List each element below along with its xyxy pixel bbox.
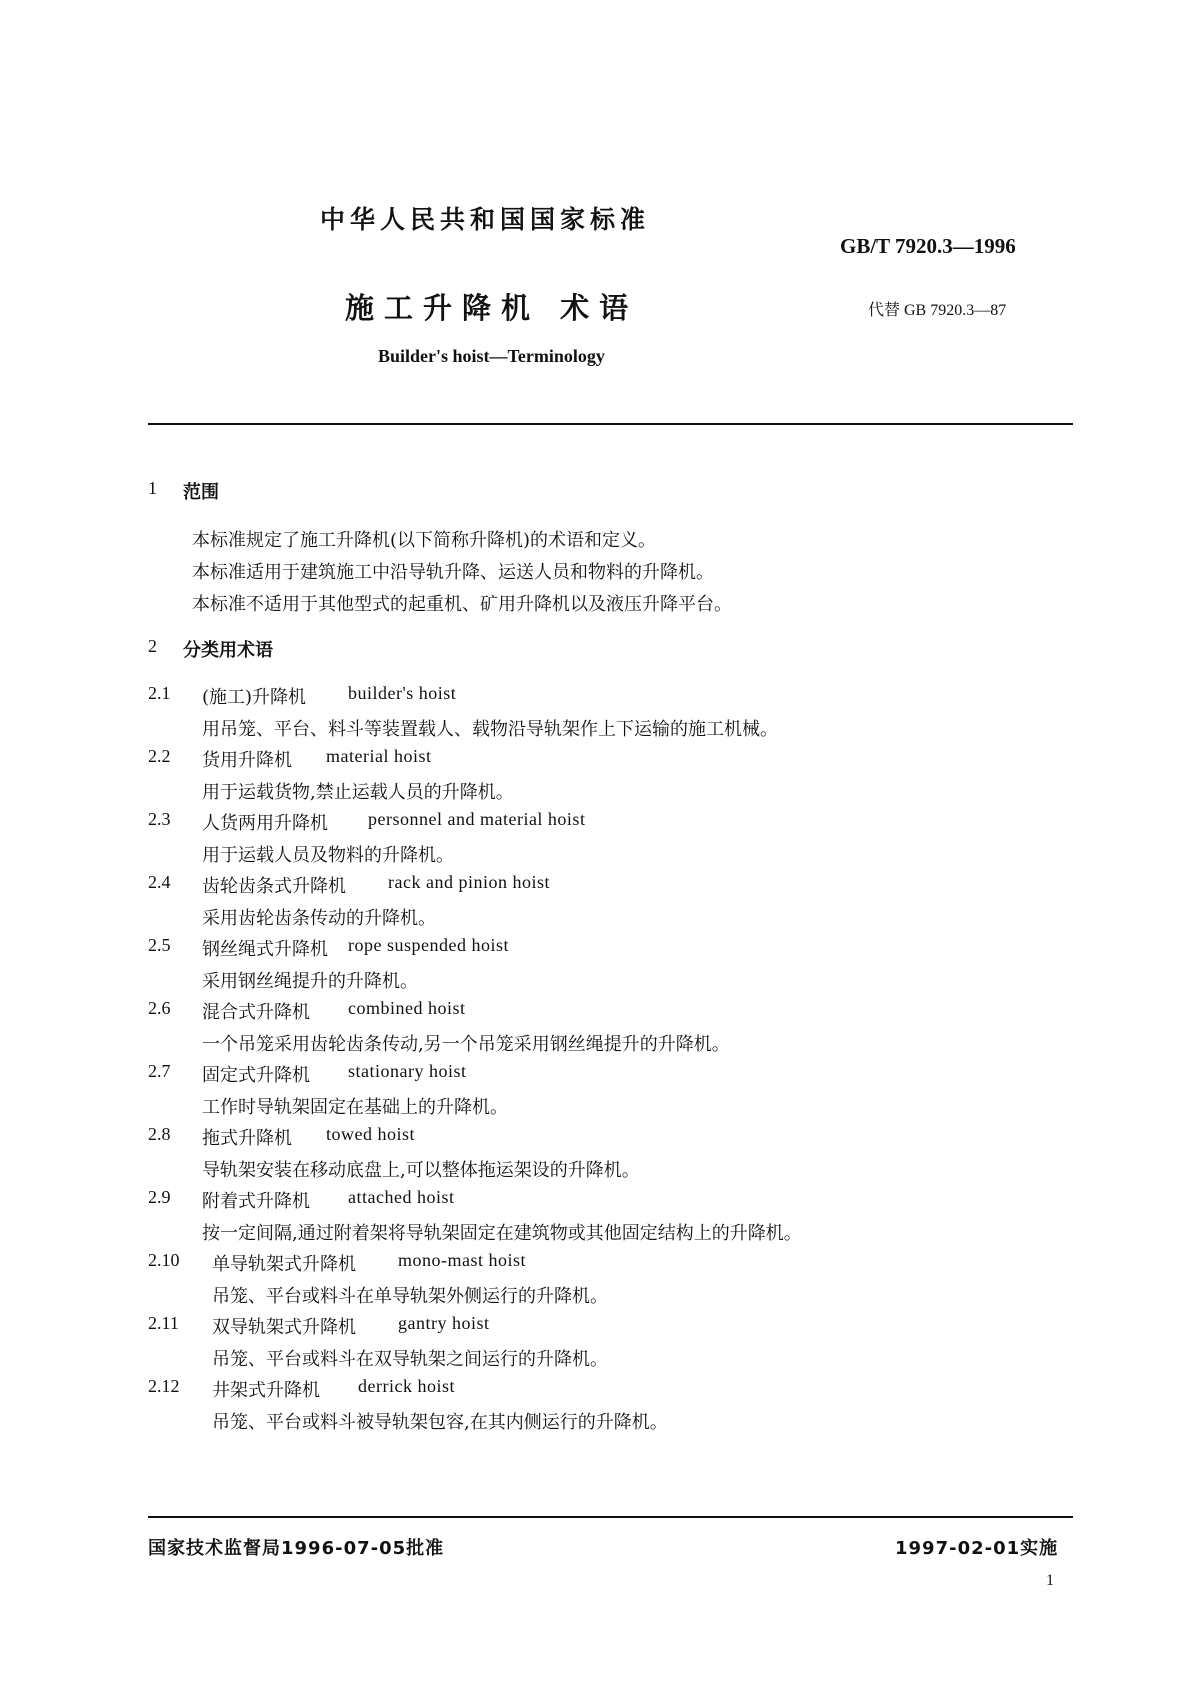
page-number: 1 <box>1046 1572 1054 1589</box>
term-definition: 用吊笼、平台、料斗等装置载人、载物沿导轨架作上下运输的施工机械。 <box>202 719 778 740</box>
replaces-standard: 代替 GB 7920.3—87 <box>868 302 1007 319</box>
term-chinese: 井架式升降机 <box>212 1380 320 1401</box>
term-definition: 吊笼、平台或料斗在单导轨架外侧运行的升降机。 <box>212 1286 608 1307</box>
term-number: 2.7 <box>148 1061 171 1081</box>
term-english: rack and pinion hoist <box>388 872 550 892</box>
term-english: towed hoist <box>326 1124 415 1144</box>
term-number: 2.1 <box>148 683 171 703</box>
term-number: 2.6 <box>148 998 171 1018</box>
scope-paragraph: 本标准适用于建筑施工中沿导轨升降、运送人员和物料的升降机。 <box>192 562 714 583</box>
term-number: 2.12 <box>148 1376 180 1396</box>
term-english: material hoist <box>326 746 432 766</box>
term-definition: 导轨架安装在移动底盘上,可以整体拖运架设的升降机。 <box>202 1160 640 1181</box>
term-definition: 用于运载人员及物料的升降机。 <box>202 845 454 866</box>
footer-divider <box>148 1516 1073 1518</box>
term-english: builder's hoist <box>348 683 457 703</box>
national-standard-heading: 中华人民共和国国家标准 <box>320 205 651 234</box>
approval-date: 国家技术监督局1996-07-05批准 <box>148 1538 445 1559</box>
term-chinese: 双导轨架式升降机 <box>212 1317 356 1338</box>
scope-paragraph: 本标准不适用于其他型式的起重机、矿用升降机以及液压升降平台。 <box>192 594 732 615</box>
term-english: combined hoist <box>348 998 466 1018</box>
term-definition: 吊笼、平台或料斗在双导轨架之间运行的升降机。 <box>212 1349 608 1370</box>
term-number: 2.9 <box>148 1187 171 1207</box>
standard-number: GB/T 7920.3—1996 <box>840 234 1016 258</box>
scope-paragraph: 本标准规定了施工升降机(以下简称升降机)的术语和定义。 <box>192 530 657 551</box>
term-english: personnel and material hoist <box>368 809 586 829</box>
term-english: mono-mast hoist <box>398 1250 526 1270</box>
term-english: stationary hoist <box>348 1061 467 1081</box>
term-chinese: 货用升降机 <box>202 750 292 771</box>
term-chinese: 钢丝绳式升降机 <box>202 939 328 960</box>
term-english: derrick hoist <box>358 1376 455 1396</box>
section-number: 2 <box>148 636 157 656</box>
section-number: 1 <box>148 478 157 498</box>
term-number: 2.5 <box>148 935 171 955</box>
term-chinese: 固定式升降机 <box>202 1065 310 1086</box>
effective-date: 1997-02-01实施 <box>895 1538 1059 1559</box>
term-chinese: 人货两用升降机 <box>202 813 328 834</box>
term-number: 2.10 <box>148 1250 180 1270</box>
term-chinese: (施工)升降机 <box>202 687 307 708</box>
document-title-en: Builder's hoist—Terminology <box>378 346 605 366</box>
term-definition: 用于运载货物,禁止运载人员的升降机。 <box>202 782 514 803</box>
term-chinese: 齿轮齿条式升降机 <box>202 876 346 897</box>
term-english: gantry hoist <box>398 1313 490 1333</box>
document-title-cn: 施工升降机 术语 <box>345 291 639 325</box>
term-english: attached hoist <box>348 1187 455 1207</box>
term-number: 2.3 <box>148 809 171 829</box>
term-chinese: 拖式升降机 <box>202 1128 292 1149</box>
term-definition: 吊笼、平台或料斗被导轨架包容,在其内侧运行的升降机。 <box>212 1412 668 1433</box>
term-number: 2.11 <box>148 1313 179 1333</box>
term-chinese: 混合式升降机 <box>202 1002 310 1023</box>
term-chinese: 附着式升降机 <box>202 1191 310 1212</box>
term-definition: 按一定间隔,通过附着架将导轨架固定在建筑物或其他固定结构上的升降机。 <box>202 1223 802 1244</box>
section-title: 分类用术语 <box>183 640 273 661</box>
section-title: 范围 <box>183 482 219 503</box>
term-number: 2.8 <box>148 1124 171 1144</box>
term-definition: 一个吊笼采用齿轮齿条传动,另一个吊笼采用钢丝绳提升的升降机。 <box>202 1034 730 1055</box>
header-divider <box>148 423 1073 425</box>
term-definition: 采用齿轮齿条传动的升降机。 <box>202 908 436 929</box>
term-english: rope suspended hoist <box>348 935 509 955</box>
term-definition: 工作时导轨架固定在基础上的升降机。 <box>202 1097 508 1118</box>
term-definition: 采用钢丝绳提升的升降机。 <box>202 971 418 992</box>
term-chinese: 单导轨架式升降机 <box>212 1254 356 1275</box>
term-number: 2.2 <box>148 746 171 766</box>
term-number: 2.4 <box>148 872 171 892</box>
